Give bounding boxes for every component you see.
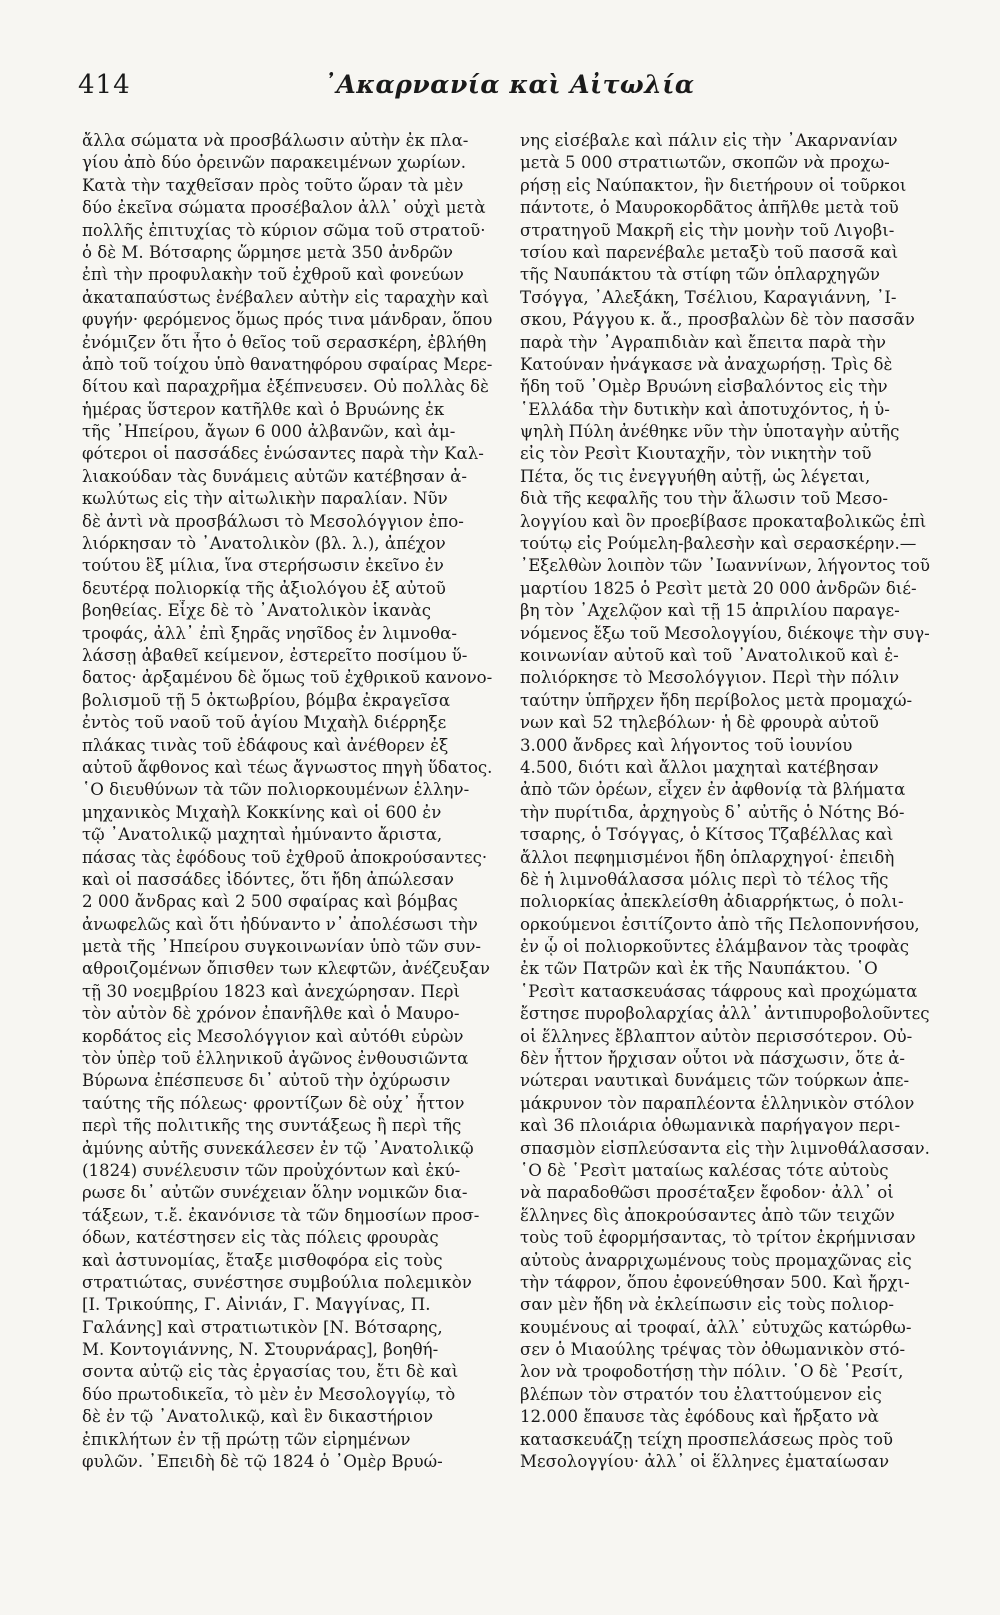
text-line: κατασκευάζῃ τείχη προσπελάσεως πρὸς τοῦ <box>520 1429 894 1449</box>
text-line: νων καὶ 52 τηλεβόλων· ἡ δὲ φρουρὰ αὐτοῦ <box>520 713 879 733</box>
text-line: νης εἰσέβαλε καὶ πάλιν εἰς τὴν ᾿Ακαρνανίαν <box>520 131 898 150</box>
text-line: ταύτην ὑπῆρχεν ἤδη περίβολος μετὰ προμαχώ- <box>520 690 913 710</box>
text-line: λιόρκησαν τὸ ᾿Ανατολικὸν (βλ. λ.), ἀπέχον <box>82 534 446 554</box>
running-title: ᾿Ακαρνανία καὶ Αἰτωλία <box>323 70 695 99</box>
text-line: αὐτοῦ ἄφθονος καὶ τέως ἄγνωστος πηγὴ ὕδατος. <box>82 757 492 777</box>
page-header <box>78 70 940 106</box>
text-line: δὲν ἧττον ἤρχισαν οὗτοι νὰ πάσχωσιν, ὅτε ἀ- <box>520 1049 906 1069</box>
text-line: σαν μὲν ἤδη νὰ ἐκλείπωσιν εἰς τοὺς πολιορ- <box>520 1295 894 1315</box>
text-line: δύο ἐκεῖνα σώματα προσέβαλον ἀλλ᾿ οὐχὶ μετὰ <box>82 198 486 218</box>
text-line: καὶ οἱ πασσάδες ἰδόντες, ὅτι ἤδη ἀπώλεσαν <box>82 869 454 889</box>
text-line: ᾿Εξελθὼν λοιπὸν τῶν ᾿Ιωαννίνων, λήγοντος τοῦ <box>520 556 930 576</box>
text-line: ρήσῃ εἰς Ναύπακτον, ἣν διετήρουν οἱ τοῦρκοι <box>520 175 907 195</box>
text-line: βλέπων τὸν στρατόν του ἐλαττούμενον εἰς <box>520 1384 882 1404</box>
text-line: στρατηγοῦ Μακρῆ εἰς τὴν μονὴν τοῦ Λιγοβι- <box>520 220 895 240</box>
text-line: ἡμέρας ὕστερον κατῆλθε καὶ ὁ Βρυώνης ἐκ <box>82 399 445 419</box>
text-line: Γαλάνης] καὶ στρατιωτικὸν [Ν. Βότσαρης, <box>82 1317 443 1337</box>
text-line: ἤδη τοῦ ᾿Ομὲρ Βρυώνη εἰσβαλόντος εἰς τὴν <box>520 377 888 397</box>
text-line: δατος· ἀρξαμένου δὲ ὅμως τοῦ ἐχθρικοῦ κανονο- <box>82 668 492 688</box>
text-line: ἀπὸ τῶν ὀρέων, εἶχεν ἐν ἀφθονίᾳ τὰ βλήματα <box>520 780 906 800</box>
text-line: Πέτα, ὅς τις ἐνεγγυήθη αὐτῇ, ὡς λέγεται, <box>520 466 871 486</box>
text-line: τούτῳ εἰς Ρούμελη-βαλεσὴν καὶ σερασκέρην.— <box>520 534 917 554</box>
text-line: Κατὰ τὴν ταχθεῖσαν πρὸς τοῦτο ὥραν τὰ μὲν <box>82 175 464 195</box>
text-line: Μ. Κοντογιάννης, Ν. Στουρνάρας], βοηθή- <box>82 1340 439 1360</box>
text-line: φότεροι οἱ πασσάδες ἑνώσαντες παρὰ τὴν Καλ- <box>82 444 484 464</box>
text-line: ταύτης τῆς πόλεως· φροντίζων δὲ οὐχ᾿ ἧττον <box>82 1093 465 1113</box>
text-line: ῾Ο δὲ ῾Ρεσὶτ ματαίως καλέσας τότε αὐτοὺς <box>520 1160 889 1180</box>
text-line: βη τὸν ᾿Αχελῷον καὶ τῇ 15 ἀπριλίου παραγε- <box>520 601 900 621</box>
text-line: ῾Ρεσὶτ κατασκευάσας τάφρους καὶ προχώματα <box>520 981 918 1001</box>
text-line: τάξεων, τ.ἔ. ἐκανόνισε τὰ τῶν δημοσίων προσ- <box>82 1205 480 1225</box>
text-line: πάντοτε, ὁ Μαυροκορδᾶτος ἀπῆλθε μετὰ τοῦ <box>520 198 899 218</box>
text-line: τὴν τάφρον, ὅπου ἐφονεύθησαν 500. Καὶ ἤρχι- <box>520 1272 910 1292</box>
text-line: ἄλλοι πεφημισμένοι ἤδη ὁπλαρχηγοί· ἐπειδὴ <box>520 847 895 867</box>
text-line: πολλῆς ἐπιτυχίας τὸ κύριον σῶμα τοῦ στρατοῦ· <box>82 220 486 240</box>
page-number: 414 <box>78 70 131 100</box>
text-line: τὴν πυρίτιδα, ἀρχηγοὺς δ᾿ αὐτῆς ὁ Νότης Βό- <box>520 802 905 822</box>
text-line: οἱ ἕλληνες ἔβλαπτον αὐτὸν περισσότερον. Οὐ- <box>520 1026 913 1046</box>
text-line: 2 000 ἄνδρας καὶ 2 500 σφαίρας καὶ βόμβας <box>82 892 458 912</box>
text-line: φυλῶν. ᾿Επειδὴ δὲ τῷ 1824 ὁ ᾿Ομὲρ Βρυώ- <box>82 1452 443 1472</box>
text-line: κουμένους αἱ τροφαί, ἀλλ᾿ εὐτυχῶς κατώρθω- <box>520 1317 912 1337</box>
text-line: 4.500, διότι καὶ ἄλλοι μαχηταὶ κατέβησαν <box>520 757 879 777</box>
text-line: Κατούναν ἠνάγκασε νὰ ἀναχωρήσῃ. Τρὶς δὲ <box>520 354 893 374</box>
text-line: 12.000 ἔπαυσε τὰς ἐφόδους καὶ ἤρξατο νὰ <box>520 1407 879 1427</box>
text-line: [Ι. Τρικούπης, Γ. Αἰνιάν, Γ. Μαγγίνας, Π. <box>82 1295 431 1315</box>
text-line: καὶ 36 πλοιάρια ὀθωμανικὰ παρήγαγον περι- <box>520 1116 901 1136</box>
text-line: λιακούδαν τὰς δυνάμεις αὐτῶν κατέβησαν ἀ- <box>82 466 467 486</box>
text-line: καὶ ἀστυνομίας, ἔταξε μισθοφόρα εἰς τοὺς <box>82 1250 443 1270</box>
text-line: τσαρης, ὁ Τσόγγας, ὁ Κίτσος Τζαβέλλας καὶ <box>520 825 894 845</box>
text-line: τῇ 30 νοεμβρίου 1823 καὶ ἀνεχώρησαν. Περὶ <box>82 981 460 1001</box>
text-line: ορκούμενοι ἐσιτίζοντο ἀπὸ τῆς Πελοποννήσου, <box>520 914 920 934</box>
text-line: δευτέρᾳ πολιορκίᾳ τῆς ἀξιολόγου ἐξ αὐτοῦ <box>82 578 446 598</box>
text-line: πολιορκίας ἀπεκλείσθη ἀδιαρρήκτως, ὁ πολι- <box>520 892 904 912</box>
text-line: ἔστησε πυροβολαρχίας ἀλλ᾿ ἀντιπυροβολοῦντες <box>520 1004 930 1024</box>
text-line: τοὺς τοῦ ἐφορμήσαντας, τὸ τρίτον ἐκρήμνισαν <box>520 1228 916 1248</box>
text-line: τὸν αὐτὸν δὲ χρόνον ἐπανῆλθε καὶ ὁ Μαυρο- <box>82 1004 460 1024</box>
right-column <box>520 130 930 1473</box>
text-line: δὲ ἐν τῷ ᾿Ανατολικῷ, καὶ ἓν δικαστήριον <box>82 1407 434 1427</box>
text-line: ἀπὸ τοῦ τοίχου ὑπὸ θανατηφόρου σφαίρας Μερε- <box>82 354 492 374</box>
text-line: δὲ ἡ λιμνοθάλασσα μόλις περὶ τὸ τέλος τῆς <box>520 869 889 889</box>
text-line: σοντα αὐτῷ εἰς τὰς ἐργασίας του, ἔτι δὲ καὶ <box>82 1362 459 1382</box>
text-line: κωλύτως εἰς τὴν αἰτωλικὴν παραλίαν. Νῦν <box>82 489 448 509</box>
text-line: παρὰ τὴν ᾿Αγραπιδιὰν καὶ ἔπειτα παρὰ τὴν <box>520 332 886 352</box>
text-line: βολισμοῦ τῇ 5 ὀκτωβρίου, βόμβα ἐκραγεῖσα <box>82 690 451 710</box>
text-line: Τσόγγα, ᾿Αλεξάκη, Τσέλιου, Καραγιάννη, ᾿Ι- <box>520 287 897 307</box>
text-line: ἕλληνες δὶς ἀποκρούσαντες ἀπὸ τῶν τειχῶν <box>520 1205 895 1225</box>
text-line: ἐπικλήτων ἐν τῇ πρώτῃ τῶν εἰρημένων <box>82 1429 411 1449</box>
text-line: μετὰ 5 000 στρατιωτῶν, σκοπῶν νὰ προχω- <box>520 153 890 173</box>
text-line: πάσας τὰς ἐφόδους τοῦ ἐχθροῦ ἀποκρούσαντες· <box>82 847 488 867</box>
text-line: Βύρωνα ἐπέσπευσε δι᾿ αὐτοῦ τὴν ὀχύρωσιν <box>82 1071 451 1091</box>
text-line: σκου, Ράγγου κ. ἄ., προσβαλὼν δὲ τὸν πασσᾶν <box>520 310 915 330</box>
text-line: σεν ὁ Μιαούλης τρέψας τὸν ὀθωμανικὸν στό- <box>520 1340 906 1360</box>
text-line: τῷ ᾿Ανατολικῷ μαχηταὶ ἠμύναντο ἄριστα, <box>82 825 443 845</box>
text-line: τῆς Ναυπάκτου τὰ στίφη τῶν ὁπλαρχηγῶν <box>520 265 881 285</box>
text-line: γίου ἀπὸ δύο ὀρεινῶν παρακειμένων χωρίων. <box>82 153 466 173</box>
text-line: ῾Ελλάδα τὴν δυτικὴν καὶ ἀποτυχόντος, ἡ ὑ- <box>520 399 890 419</box>
text-line: (1824) συνέλευσιν τῶν προὐχόντων καὶ ἐκύ- <box>82 1160 461 1180</box>
text-line: όδων, κατέστησεν εἰς τὰς πόλεις φρουρὰς <box>82 1228 439 1248</box>
text-line: δύο πρωτοδικεῖα, τὸ μὲν ἐν Μεσολογγίῳ, τὸ <box>82 1384 456 1404</box>
text-line: Μεσολογγίου· ἀλλ᾿ οἱ ἕλληνες ἐματαίωσαν <box>520 1452 890 1472</box>
text-line: βοηθείας. Εἶχε δὲ τὸ ᾿Ανατολικὸν ἱκανὰς <box>82 601 431 621</box>
text-line: ἐνόμιζεν ὅτι ἦτο ὁ θεῖος τοῦ σερασκέρη, ἐβλήθη <box>82 332 487 352</box>
text-line: νόμενος ἔξω τοῦ Μεσολογγίου, διέκοψε τὴν συγ- <box>520 623 930 643</box>
text-line: κοινωνίαν αὐτοῦ καὶ τοῦ ᾿Ανατολικοῦ καὶ ἐ- <box>520 645 899 665</box>
text-line: ἐπὶ τὴν προφυλακὴν τοῦ ἐχθροῦ καὶ φονεύων <box>82 265 464 285</box>
text-line: 3.000 ἄνδρες καὶ λήγοντος τοῦ ἰουνίου <box>520 735 853 755</box>
text-line: τούτου ἓξ μίλια, ἵνα στερήσωσιν ἐκεῖνο ἐν <box>82 556 444 576</box>
text-line: φυγήν· φερόμενος ὅμως πρός τινα μάνδραν, ὅπου <box>82 310 492 330</box>
text-line: πλάκας τινὰς τοῦ ἐδάφους καὶ ἀνέθορεν ἐξ <box>82 735 449 755</box>
text-line: ῾Ο διευθύνων τὰ τῶν πολιορκουμένων ἑλλην- <box>82 780 470 800</box>
text-line: τσίου καὶ παρενέβαλε μεταξὺ τοῦ πασσᾶ καὶ <box>520 242 899 262</box>
text-line: ἀνωφελῶς καὶ ὅτι ἠδύναντο ν᾿ ἀπολέσωσι τὴν <box>82 914 478 934</box>
text-line: ἐντὸς τοῦ ναοῦ τοῦ ἁγίου Μιχαὴλ διέρρηξε <box>82 713 447 733</box>
text-line: τὸν ὑπὲρ τοῦ ἑλληνικοῦ ἀγῶνος ἐνθουσιῶντα <box>82 1049 469 1069</box>
text-line: αὐτοὺς ἀναρριχωμένους τοὺς προμαχῶνας εἰς <box>520 1250 912 1270</box>
text-line: στρατιώτας, συνέστησε συμβούλια πολεμικὸν <box>82 1272 472 1292</box>
text-line: αθροιζομένων ὄπισθεν των κλεφτῶν, ἀνέζευξαν <box>82 959 490 979</box>
text-line: λογγίου καὶ ὃν προεβίβασε προκαταβολικῶς ἐπὶ <box>520 511 927 531</box>
text-line: εἰς τὸν Ρεσὶτ Κιουταχῆν, τὸν νικητὴν τοῦ <box>520 444 872 464</box>
text-line: σπασμὸν εἰσπλεύσαντα εἰς τὴν λιμνοθάλασσαν. <box>520 1138 930 1158</box>
text-line: τῆς ᾿Ηπείρου, ἄγων 6 000 ἀλβανῶν, καὶ ἀμ- <box>82 422 456 442</box>
text-line: λον νὰ τροφοδοτήσῃ τὴν πόλιν. ῾Ο δὲ ῾Ρεσίτ, <box>520 1362 904 1382</box>
text-line: τροφάς, ἀλλ᾿ ἐπὶ ξηρᾶς νησῖδος ἐν λιμνοθα- <box>82 623 457 643</box>
left-column <box>82 130 492 1473</box>
text-line: μάκρυνον τὸν παραπλέοντα ἑλληνικὸν στόλον <box>520 1093 915 1113</box>
text-line: ὁ δὲ Μ. Βότσαρης ὥρμησε μετὰ 350 ἀνδρῶν <box>82 242 453 262</box>
text-line: ἀμύνης αὐτῆς συνεκάλεσεν ἐν τῷ ᾿Ανατολικῷ <box>82 1138 474 1158</box>
text-line: δίτου καὶ παραχρῆμα ἐξέπνευσεν. Οὐ πολλὰς δὲ <box>82 377 489 397</box>
text-line: ἐκ τῶν Πατρῶν καὶ ἐκ τῆς Ναυπάκτου. ῾Ο <box>520 959 878 979</box>
text-line: ρωσε δι᾿ αὐτῶν συνέχειαν ὅλην νομικῶν δια- <box>82 1183 468 1203</box>
text-line: ἀκαταπαύστως ἐνέβαλεν αὐτὴν εἰς ταραχὴν καὶ <box>82 287 490 307</box>
text-line: περὶ τῆς πολιτικῆς της συντάξεως ἢ περὶ τῆς <box>82 1116 462 1136</box>
text-line: πολιόρκησε τὸ Μεσολόγγιον. Περὶ τὴν πόλιν <box>520 668 900 688</box>
text-line: κορδάτος εἰς Μεσολόγγιον καὶ αὐτόθι εὑρὼν <box>82 1026 464 1046</box>
text-line: νώτεραι ναυτικαὶ δυνάμεις τῶν τούρκων ἀπε- <box>520 1071 910 1091</box>
text-line: μετὰ τῆς ᾿Ηπείρου συγκοινωνίαν ὑπὸ τῶν συν- <box>82 937 482 957</box>
text-line: ἐν ᾧ οἱ πολιορκοῦντες ἐλάμβανον τὰς τροφὰς <box>520 937 910 957</box>
text-line: ἄλλα σώματα νὰ προσβάλωσιν αὐτὴν ἐκ πλα- <box>82 131 469 150</box>
text-line: μηχανικὸς Μιχαὴλ Κοκκίνης καὶ οἱ 600 ἐν <box>82 802 442 822</box>
text-line: μαρτίου 1825 ὁ Ρεσὶτ μετὰ 20 000 ἀνδρῶν διέ- <box>520 578 917 598</box>
text-line: διὰ τῆς κεφαλῆς του τὴν ἅλωσιν τοῦ Μεσο- <box>520 489 888 509</box>
text-line: νὰ παραδοθῶσι προσέταξεν ἔφοδον· ἀλλ᾿ οἱ <box>520 1183 894 1203</box>
text-line: δὲ ἀντὶ νὰ προσβάλωσι τὸ Μεσολόγγιον ἐπο- <box>82 511 464 531</box>
text-line: ψηλὴ Πύλη ἀνέθηκε νῦν τὴν ὑποταγὴν αὐτῆς <box>520 422 900 442</box>
text-line: λάσσῃ ἀβαθεῖ κείμενον, ἐστερεῖτο ποσίμου ὕ- <box>82 645 468 665</box>
